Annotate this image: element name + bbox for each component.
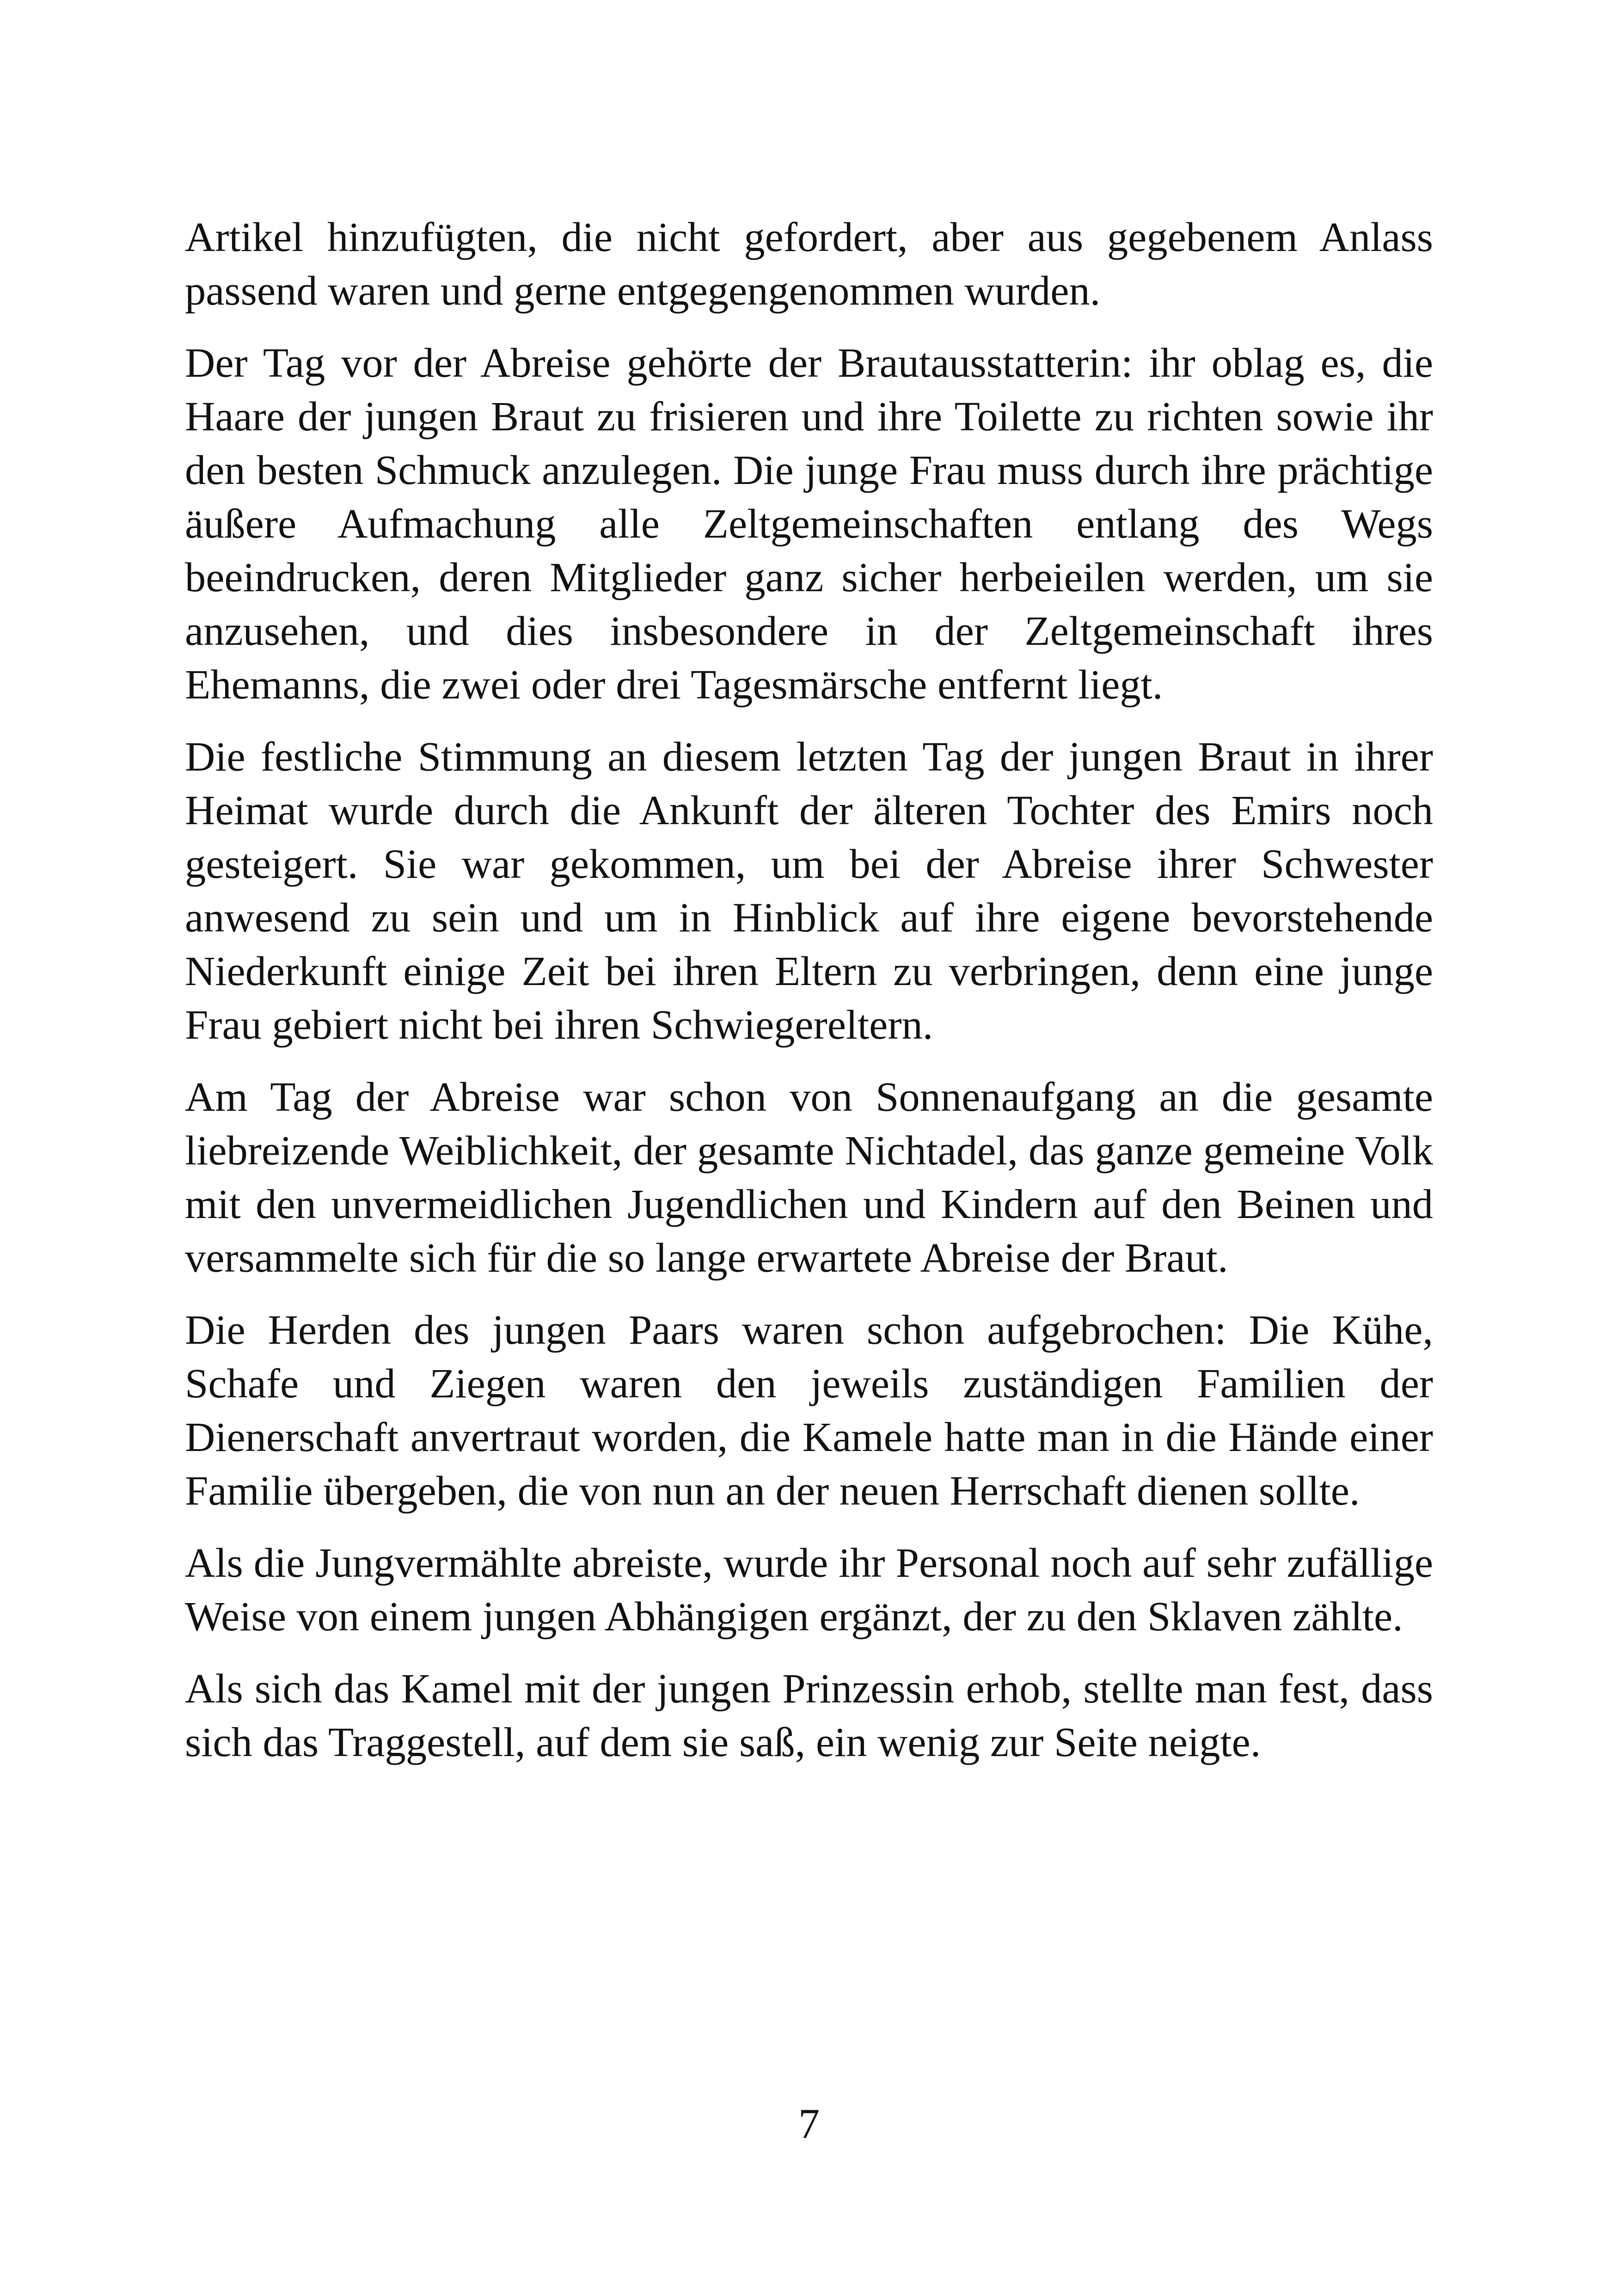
paragraph-3: Die festliche Stimmung an diesem letzten Tag der jungen Braut in ihrer Heimat wurde durch die Ankunft der älteren Tochter des Emirs noch gesteigert. Sie war gekommen, um bei der Abreise ihrer Schwester anwesend zu sein und um in Hinblick auf ihre eigene bevorstehende Niederkunft einige Zeit bei ihren Eltern zu verbringen, denn eine junge Frau gebiert nicht bei ihren Schwiegereltern. <box>185 733 1433 1048</box>
paragraph-4: Am Tag der Abreise war schon von Sonnenaufgang an die gesamte liebreizende Weiblichkeit, der gesamte Nichtadel, das ganze gemeine Volk mit den unvermeidlichen Jugendlichen und Kindern auf den Beinen und versammelte sich für die so lange erwartete Abreise der Braut. <box>185 1073 1433 1281</box>
paragraph-6: Als die Jungvermählte abreiste, wurde ihr Personal noch auf sehr zufällige Weise von einem jungen Abhängigen ergänzt, der zu den Sklaven zählte. <box>185 1539 1433 1640</box>
paragraph-5: Die Herden des jungen Paars waren schon aufgebrochen: Die Kühe, Schafe und Ziegen waren den jeweils zuständigen Familien der Dienerschaft anvertraut worden, die Kamele hatte man in die Hände einer Familie übergeben, die von nun an der neuen Herrschaft dienen sollte. <box>185 1306 1433 1514</box>
body-text <box>185 210 1433 1788</box>
paragraph-7: Als sich das Kamel mit der jungen Prinzessin erhob, stellte man fest, dass sich das Traggestell, auf dem sie saß, ein wenig zur Seite neigte. <box>185 1665 1433 1765</box>
paragraph-2: Der Tag vor der Abreise gehörte der Brautausstatterin: ihr oblag es, die Haare der jungen Braut zu frisieren und ihre Toilette zu richten sowie ihr den besten Schmuck anzulegen. Die junge Frau muss durch ihre prächtige äußere Aufmachung alle Zeltgemeinschaften entlang des Wegs beeindrucken, deren Mitglieder ganz sicher herbeieilen werden, um sie anzusehen, und dies insbesondere in der Zeltgemeinschaft ihres Ehemanns, die zwei oder drei Tagesmärsche entfernt liegt. <box>185 339 1433 708</box>
paragraph-1: Artikel hinzufügten, die nicht gefordert, aber aus gegebenem Anlass passend waren und gerne entgegengenommen wurden. <box>185 214 1433 314</box>
page-number: 7 <box>798 2100 820 2147</box>
